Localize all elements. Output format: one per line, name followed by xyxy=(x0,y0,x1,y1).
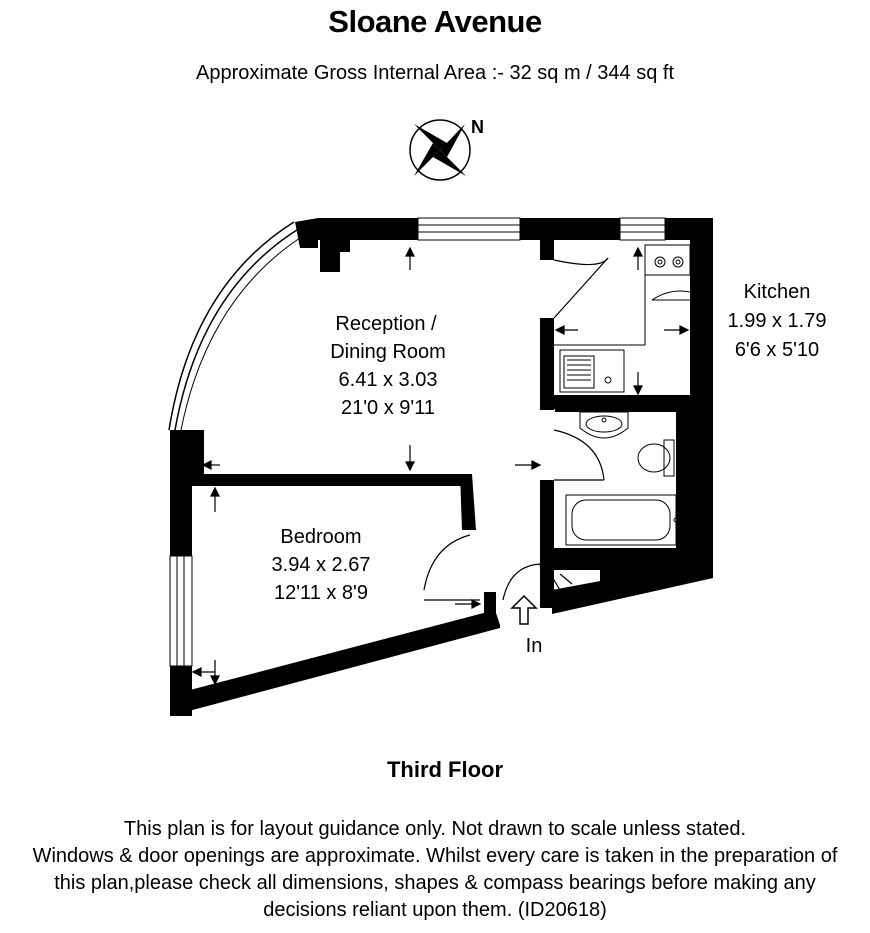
page-title: Sloane Avenue xyxy=(328,4,542,39)
bay-window xyxy=(169,222,306,430)
disclaimer-line-3: this plan,please check all dimensions, shapes & compass bearings before making any xyxy=(54,872,816,894)
bathroom-fittings xyxy=(566,412,678,545)
entrance-label: In xyxy=(525,635,543,657)
disclaimer-line-1: This plan is for layout guidance only. Not drawn to scale unless stated. xyxy=(123,818,747,840)
reception-name-2: Dining Room xyxy=(330,341,446,363)
kitchen-name: Kitchen xyxy=(743,281,811,303)
walls xyxy=(170,218,713,716)
entrance-arrow-icon xyxy=(512,596,536,624)
reception-imperial: 21'0 x 9'11 xyxy=(340,397,436,419)
disclaimer-line-2: Windows & door openings are approximate. Whilst every care is taken in the preparation of xyxy=(32,845,838,867)
kitchen-imperial: 6'6 x 5'10 xyxy=(734,339,820,361)
kitchen-label xyxy=(728,281,827,361)
bedroom-metric: 3.94 x 2.67 xyxy=(271,554,371,576)
dimension-arrows xyxy=(193,248,688,684)
compass-north-label: N xyxy=(471,117,484,137)
disclaimer xyxy=(0,816,870,924)
compass-rose-icon xyxy=(410,120,470,180)
reception-name-1: Reception / xyxy=(335,313,437,335)
area-subtitle: Approximate Gross Internal Area :- 32 sq m / 344 sq ft xyxy=(196,62,674,84)
bedroom-name: Bedroom xyxy=(280,526,362,548)
bedroom-window xyxy=(170,556,192,666)
floor-label: Third Floor xyxy=(386,757,504,782)
kitchen-metric: 1.99 x 1.79 xyxy=(727,310,827,332)
reception-label xyxy=(330,313,446,419)
disclaimer-line-4: decisions reliant upon them. (ID20618) xyxy=(263,899,607,921)
bedroom-label xyxy=(272,526,371,604)
bedroom-imperial: 12'11 x 8'9 xyxy=(273,582,369,604)
reception-metric: 6.41 x 3.03 xyxy=(338,369,438,391)
kitchen-fittings xyxy=(554,245,690,392)
